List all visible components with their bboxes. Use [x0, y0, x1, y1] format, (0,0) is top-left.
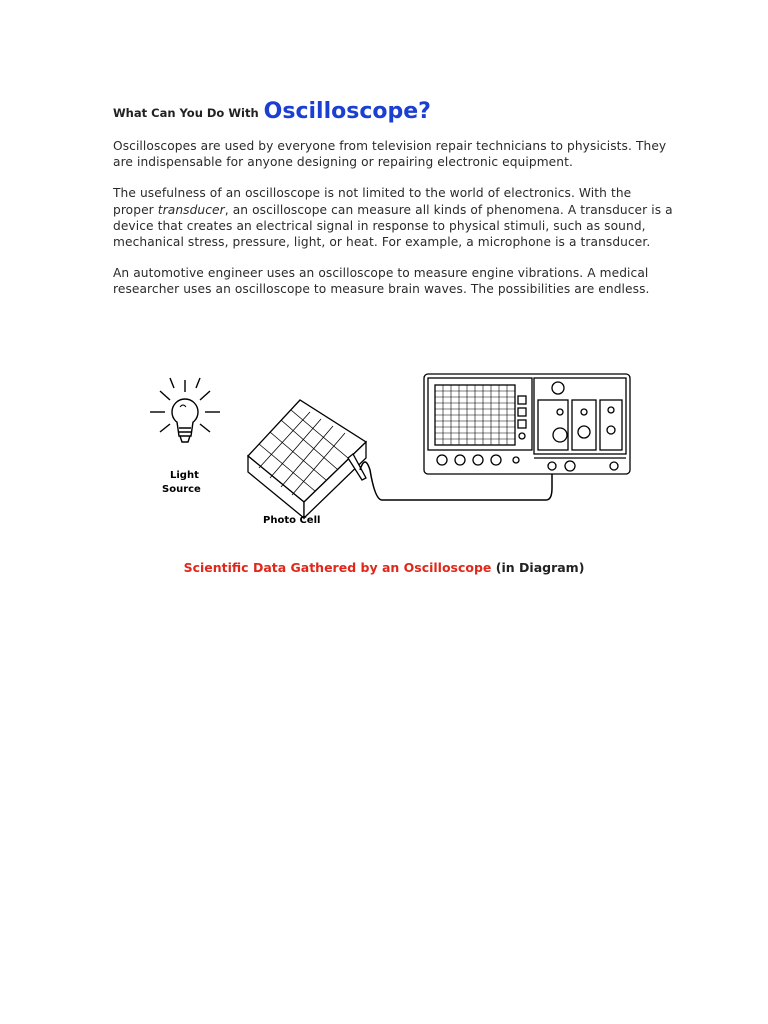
caption-note: (in Diagram): [495, 560, 585, 575]
caption-main: Scientific Data Gathered by an Oscilloscope: [183, 560, 492, 575]
heading-title: Oscilloscope?: [263, 99, 431, 124]
heading-prefix: What Can You Do With: [113, 106, 259, 120]
photo-cell-icon: [248, 400, 366, 518]
paragraph-2-text-b: , an oscilloscope can measure all kinds of phenomena. A transducer is a device that creates an electrical signal in response to physical stimuli, such as sound, mechanical stress, pressure, light, or heat. For example, a microphone is a transducer.: [113, 202, 673, 250]
light-bulb-icon: [150, 378, 220, 442]
photocell-label: Photo Cell: [263, 515, 321, 526]
oscilloscope-diagram: [120, 360, 640, 540]
paragraph-3: An automotive engineer uses an oscilloscope to measure engine vibrations. A medical researcher uses an oscilloscope to measure brain waves. The possibilities are endless.: [113, 266, 650, 297]
page-heading: [113, 88, 673, 124]
figure-caption: [0, 560, 768, 575]
light-label-1: Light: [170, 470, 199, 481]
paragraph-2-text-a: The usefulness of an oscilloscope is not limited to the world of electronics. With the proper: [113, 186, 632, 217]
article: [113, 88, 673, 298]
paragraph-2: [113, 185, 673, 250]
paragraph-1: Oscilloscopes are used by everyone from television repair technicians to physicists. They are indispensable for anyone designing or repairing electronic equipment.: [113, 139, 667, 170]
light-label-2: Source: [162, 484, 201, 495]
oscilloscope-icon: [424, 374, 630, 474]
transducer-term: transducer: [157, 202, 225, 217]
